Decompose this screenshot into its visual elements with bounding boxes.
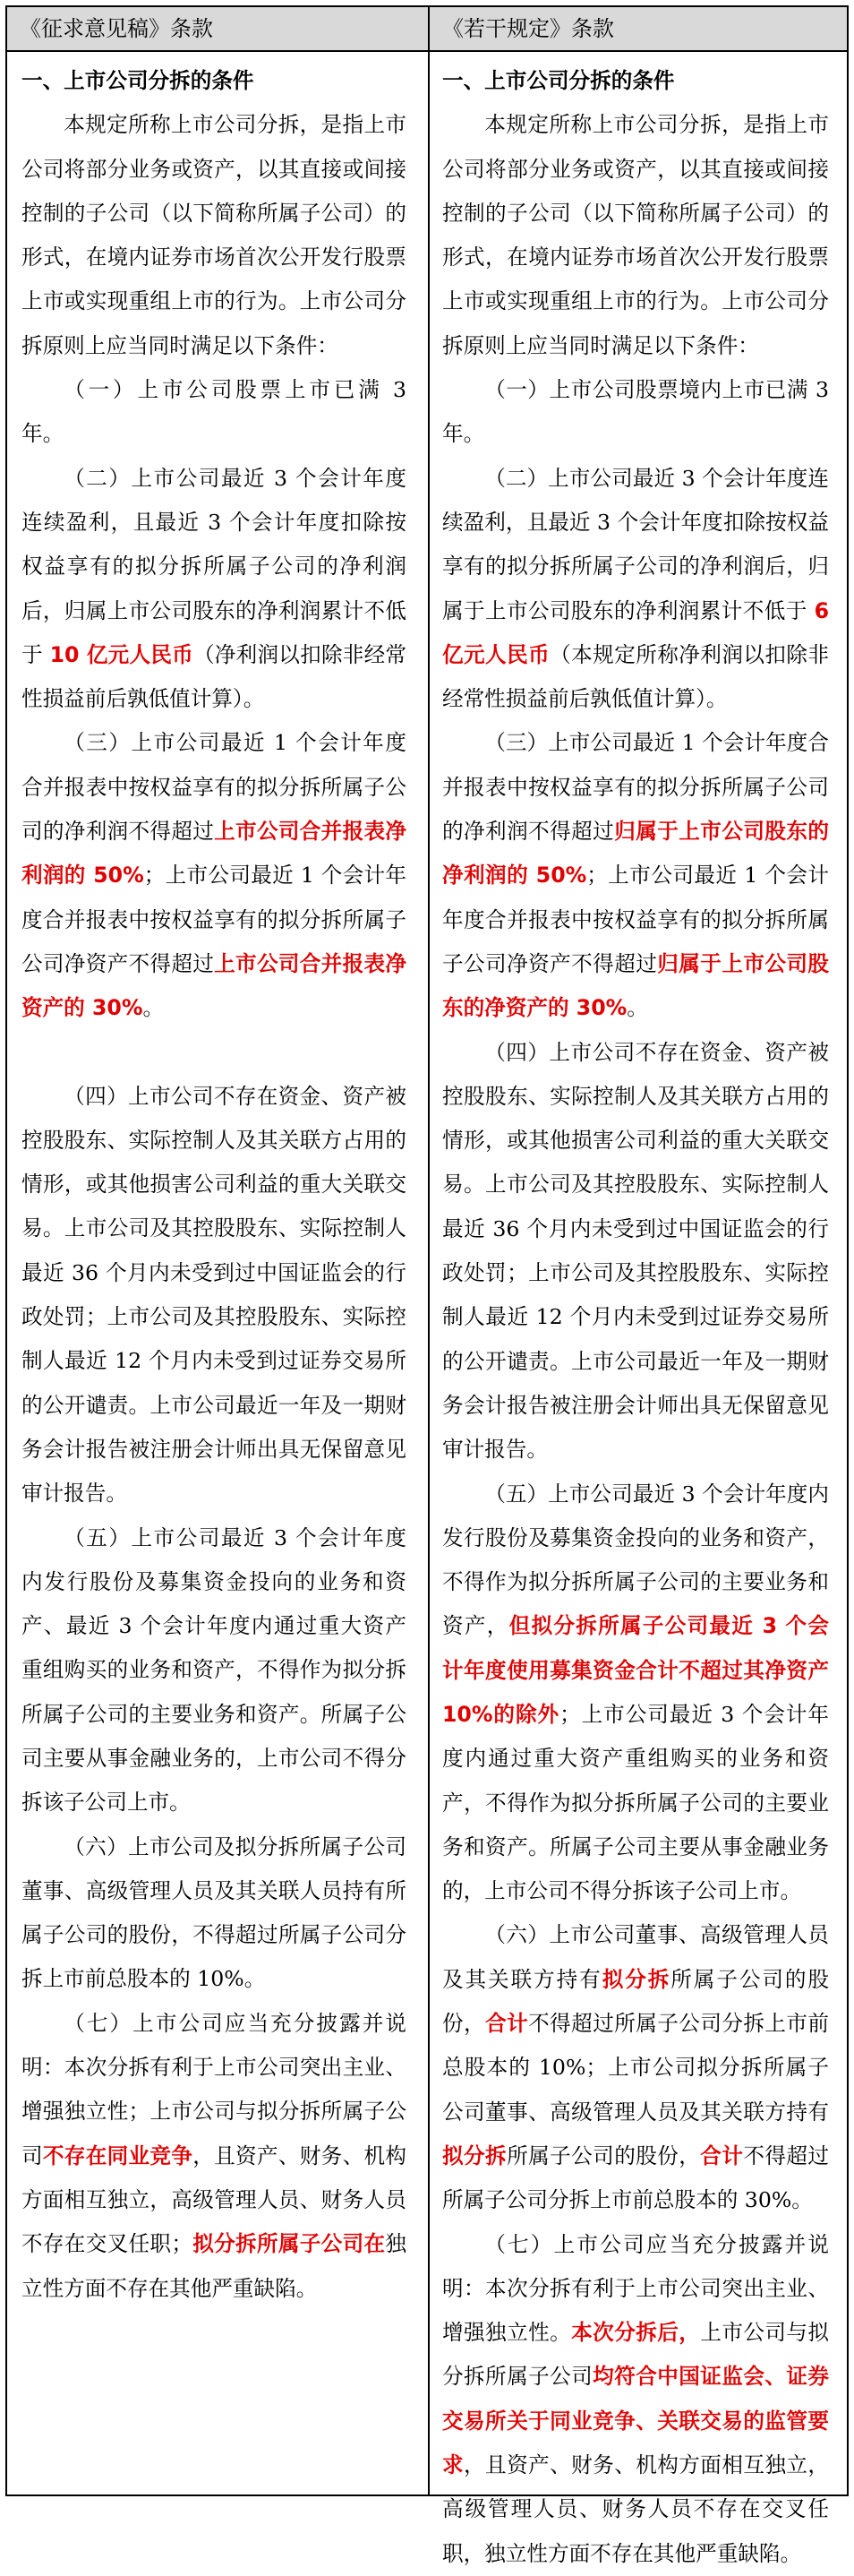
left-c7-text-a: （七）上市公司应当充分披露并说明：本次分拆有利于上市公司突出主业、增强独立性；上市公司与拟分拆所属子公司 [21, 2010, 406, 2168]
right-condition-4: （四）上市公司不存在资金、资产被控股股东、实际控制人及其关联方占用的情形，或其他损害公司利益的重大关联交易。上市公司及其控股股东、实际控制人最近 36 个月内未受到过中国证监会的行政处罚；上市公司及其控股股东、实际控制人最近 12 个月内未受到过证券交易所的公开谴责。上市公司最近一年及一期财务会计报告被注册会计师出具无保留意见审计报告。 [442, 1039, 829, 1463]
right-c5-text-b: ；上市公司最近 3 个会计年度内通过重大资产重组购买的业务和资产，不得作为拟分拆所属子公司的主要业务和资产。所属子公司主要从事金融业务的，上市公司不得分拆该子公司上市。 [442, 1701, 829, 1904]
right-c7-text-b: 上市公司与拟分拆所属子公司 [442, 2320, 830, 2390]
right-c6-highlight-1: 拟分拆 [602, 1966, 671, 1992]
right-c7-text-a: （七）上市公司应当充分披露并说明：本次分拆有利于上市公司突出主业、增强独立性。 [442, 2231, 829, 2346]
left-c2-highlight: 10 亿元人民币 [49, 641, 193, 667]
right-condition-7 [442, 2223, 829, 2576]
right-c6-text-c: 不得超过所属子公司分拆上市前总股本的 10%；上市公司拟分拆所属子公司董事、高级管理人员及其关联方持有 [442, 2011, 830, 2125]
right-c6-highlight-4: 合计 [700, 2142, 744, 2168]
right-c3-text-c: 。 [627, 995, 648, 1021]
left-c3-text-a: （三）上市公司最近 1 个会计年度合并报表中按权益享有的拟分拆所属子公司的净利润不得超过 [21, 730, 406, 845]
header-right-title: 《若干规定》条款 [442, 16, 614, 41]
right-condition-5 [442, 1473, 829, 1914]
right-c2-text-a: （二）上市公司最近 3 个会计年度连续盈利，且最近 3 个会计年度扣除按权益享有的拟分拆所属子公司的净利润后，归属于上市公司股东的净利润累计不低于 [442, 465, 829, 623]
column-divider [428, 7, 430, 2494]
right-condition-3 [442, 721, 829, 1030]
right-c5-highlight: 但拟分拆所属子公司最近 3 个会计年度使用募集资金合计不超过其净资产 10%的除外 [442, 1613, 830, 1727]
right-c6-text-d: 所属子公司的股份， [507, 2142, 701, 2168]
right-c6-highlight-3: 拟分拆 [442, 2142, 508, 2168]
left-c3-text-c: 。 [142, 995, 165, 1021]
right-c6-text-e: 不得超过所属子公司分拆上市前总股本的 30%。 [442, 2142, 830, 2213]
right-c2-highlight: 6 亿元人民币 [442, 597, 829, 667]
left-condition-4: （四）上市公司不存在资金、资产被控股股东、实际控制人及其关联方占用的情形，或其他损害公司利益的重大关联交易。上市公司及其控股股东、实际控制人最近 36 个月内未受到过中国证监会的行政处罚；上市公司及其控股股东、实际控制人最近 12 个月内未受到过证券交易所的公开谴责。上市公司最近一年及一期财务会计报告被注册会计师出具无保留意见审计报告。 [21, 1083, 406, 1507]
left-condition-7 [21, 2002, 406, 2311]
left-c2-text-b: （净利润以扣除非经常性损益前后孰低值计算）。 [21, 641, 407, 712]
right-c6-highlight-2: 合计 [485, 2011, 529, 2037]
right-c7-text-c: ，且资产、财务、机构方面相互独立，高级管理人员、财务人员不存在交叉任职，独立性方面不存在其他严重缺陷。 [442, 2452, 830, 2566]
left-c3-highlight-2: 上市公司合并报表净资产的 30% [21, 950, 406, 1021]
left-condition-6: （六）上市公司及拟分拆所属子公司董事、高级管理人员及其关联人员持有所属子公司的股份，不得超过所属子公司分拆上市前总股本的 10%。 [21, 1833, 406, 1992]
table-header-row [7, 7, 847, 52]
right-c3-highlight-1: 归属于上市公司股东的净利润的 50% [442, 819, 830, 889]
left-c7-text-b: ，且资产、财务、机构方面相互独立，高级管理人员、财务人员不存在交叉任职； [21, 2142, 406, 2257]
right-c3-highlight-2: 归属于上市公司股东的净资产的 30% [442, 950, 830, 1021]
left-column [13, 54, 423, 2494]
right-column [435, 54, 843, 2566]
left-c2-text-a: （二）上市公司最近 3 个会计年度连续盈利，且最近 3 个会计年度扣除按权益享有的拟分拆所属子公司的净利润后，归属上市公司股东的净利润累计不低于 [21, 465, 406, 667]
left-condition-3 [21, 721, 406, 1030]
right-condition-6 [442, 1913, 829, 2222]
left-condition-2 [21, 457, 406, 722]
right-c6-text-a: （六）上市公司董事、高级管理人员及其关联方持有 [442, 1922, 829, 1992]
left-c3-text-b: ；上市公司最近 1 个会计年度合并报表中按权益享有的拟分拆所属子公司净资产不得超过 [21, 863, 406, 976]
right-c5-text-a: （五）上市公司最近 3 个会计年度内发行股份及募集资金投向的业务和资产，不得作为拟分拆所属子公司的主要业务和资产， [442, 1481, 829, 1639]
left-c7-highlight-2: 拟分拆所属子公司在 [192, 2231, 386, 2257]
comparison-table [5, 5, 849, 2566]
left-c3-highlight-1: 上市公司合并报表净利润的 50% [21, 819, 406, 889]
header-left-title: 《征求意见稿》条款 [20, 16, 213, 41]
left-condition-1: （一）上市公司股票上市已满 3 年。 [21, 377, 406, 447]
right-condition-1: （一）上市公司股票境内上市已满 3 年。 [442, 377, 829, 447]
right-condition-2 [442, 457, 829, 722]
right-c7-highlight-2: 均符合中国证监会、证券交易所关于同业竞争、关联交易的监管要求 [442, 2364, 830, 2478]
right-section-title: 一、上市公司分拆的条件 [442, 68, 675, 93]
left-spacer [21, 1031, 406, 1075]
right-c7-highlight-1: 本次分拆后， [571, 2320, 701, 2346]
right-c6-text-b: 所属子公司的股份， [442, 1966, 830, 2037]
left-intro: 本规定所称上市公司分拆，是指上市公司将部分业务或资产，以其直接或间接控制的子公司（以下简称所属子公司）的形式，在境内证券市场首次公开发行股票上市或实现重组上市的行为。上市公司分拆原则上应当同时满足以下条件： [21, 112, 406, 358]
right-c3-text-a: （三）上市公司最近 1 个会计年度合并报表中按权益享有的拟分拆所属子公司的净利润不得超过 [442, 730, 829, 845]
left-c7-highlight-1: 不存在同业竞争 [42, 2142, 193, 2168]
right-intro: 本规定所称上市公司分拆，是指上市公司将部分业务或资产，以其直接或间接控制的子公司（以下简称所属子公司）的形式，在境内证券市场首次公开发行股票上市或实现重组上市的行为。上市公司分拆原则上应当同时满足以下条件： [442, 112, 829, 358]
left-section-title: 一、上市公司分拆的条件 [21, 68, 254, 93]
right-c3-text-b: ；上市公司最近 1 个会计年度合并报表中按权益享有的拟分拆所属子公司净资产不得超过 [442, 863, 829, 976]
right-c2-text-b: （本规定所称净利润以扣除非经常性损益前后孰低值计算）。 [442, 641, 830, 712]
left-condition-5: （五）上市公司最近 3 个会计年度内发行股份及募集资金投向的业务和资产、最近 3 个会计年度内通过重大资产重组购买的业务和资产，不得作为拟分拆所属子公司的主要业务和资产。所属子公司主要从事金融业务的，上市公司不得分拆该子公司上市。 [21, 1524, 406, 1816]
left-c7-text-c: 独立性方面不存在其他严重缺陷。 [21, 2231, 406, 2301]
